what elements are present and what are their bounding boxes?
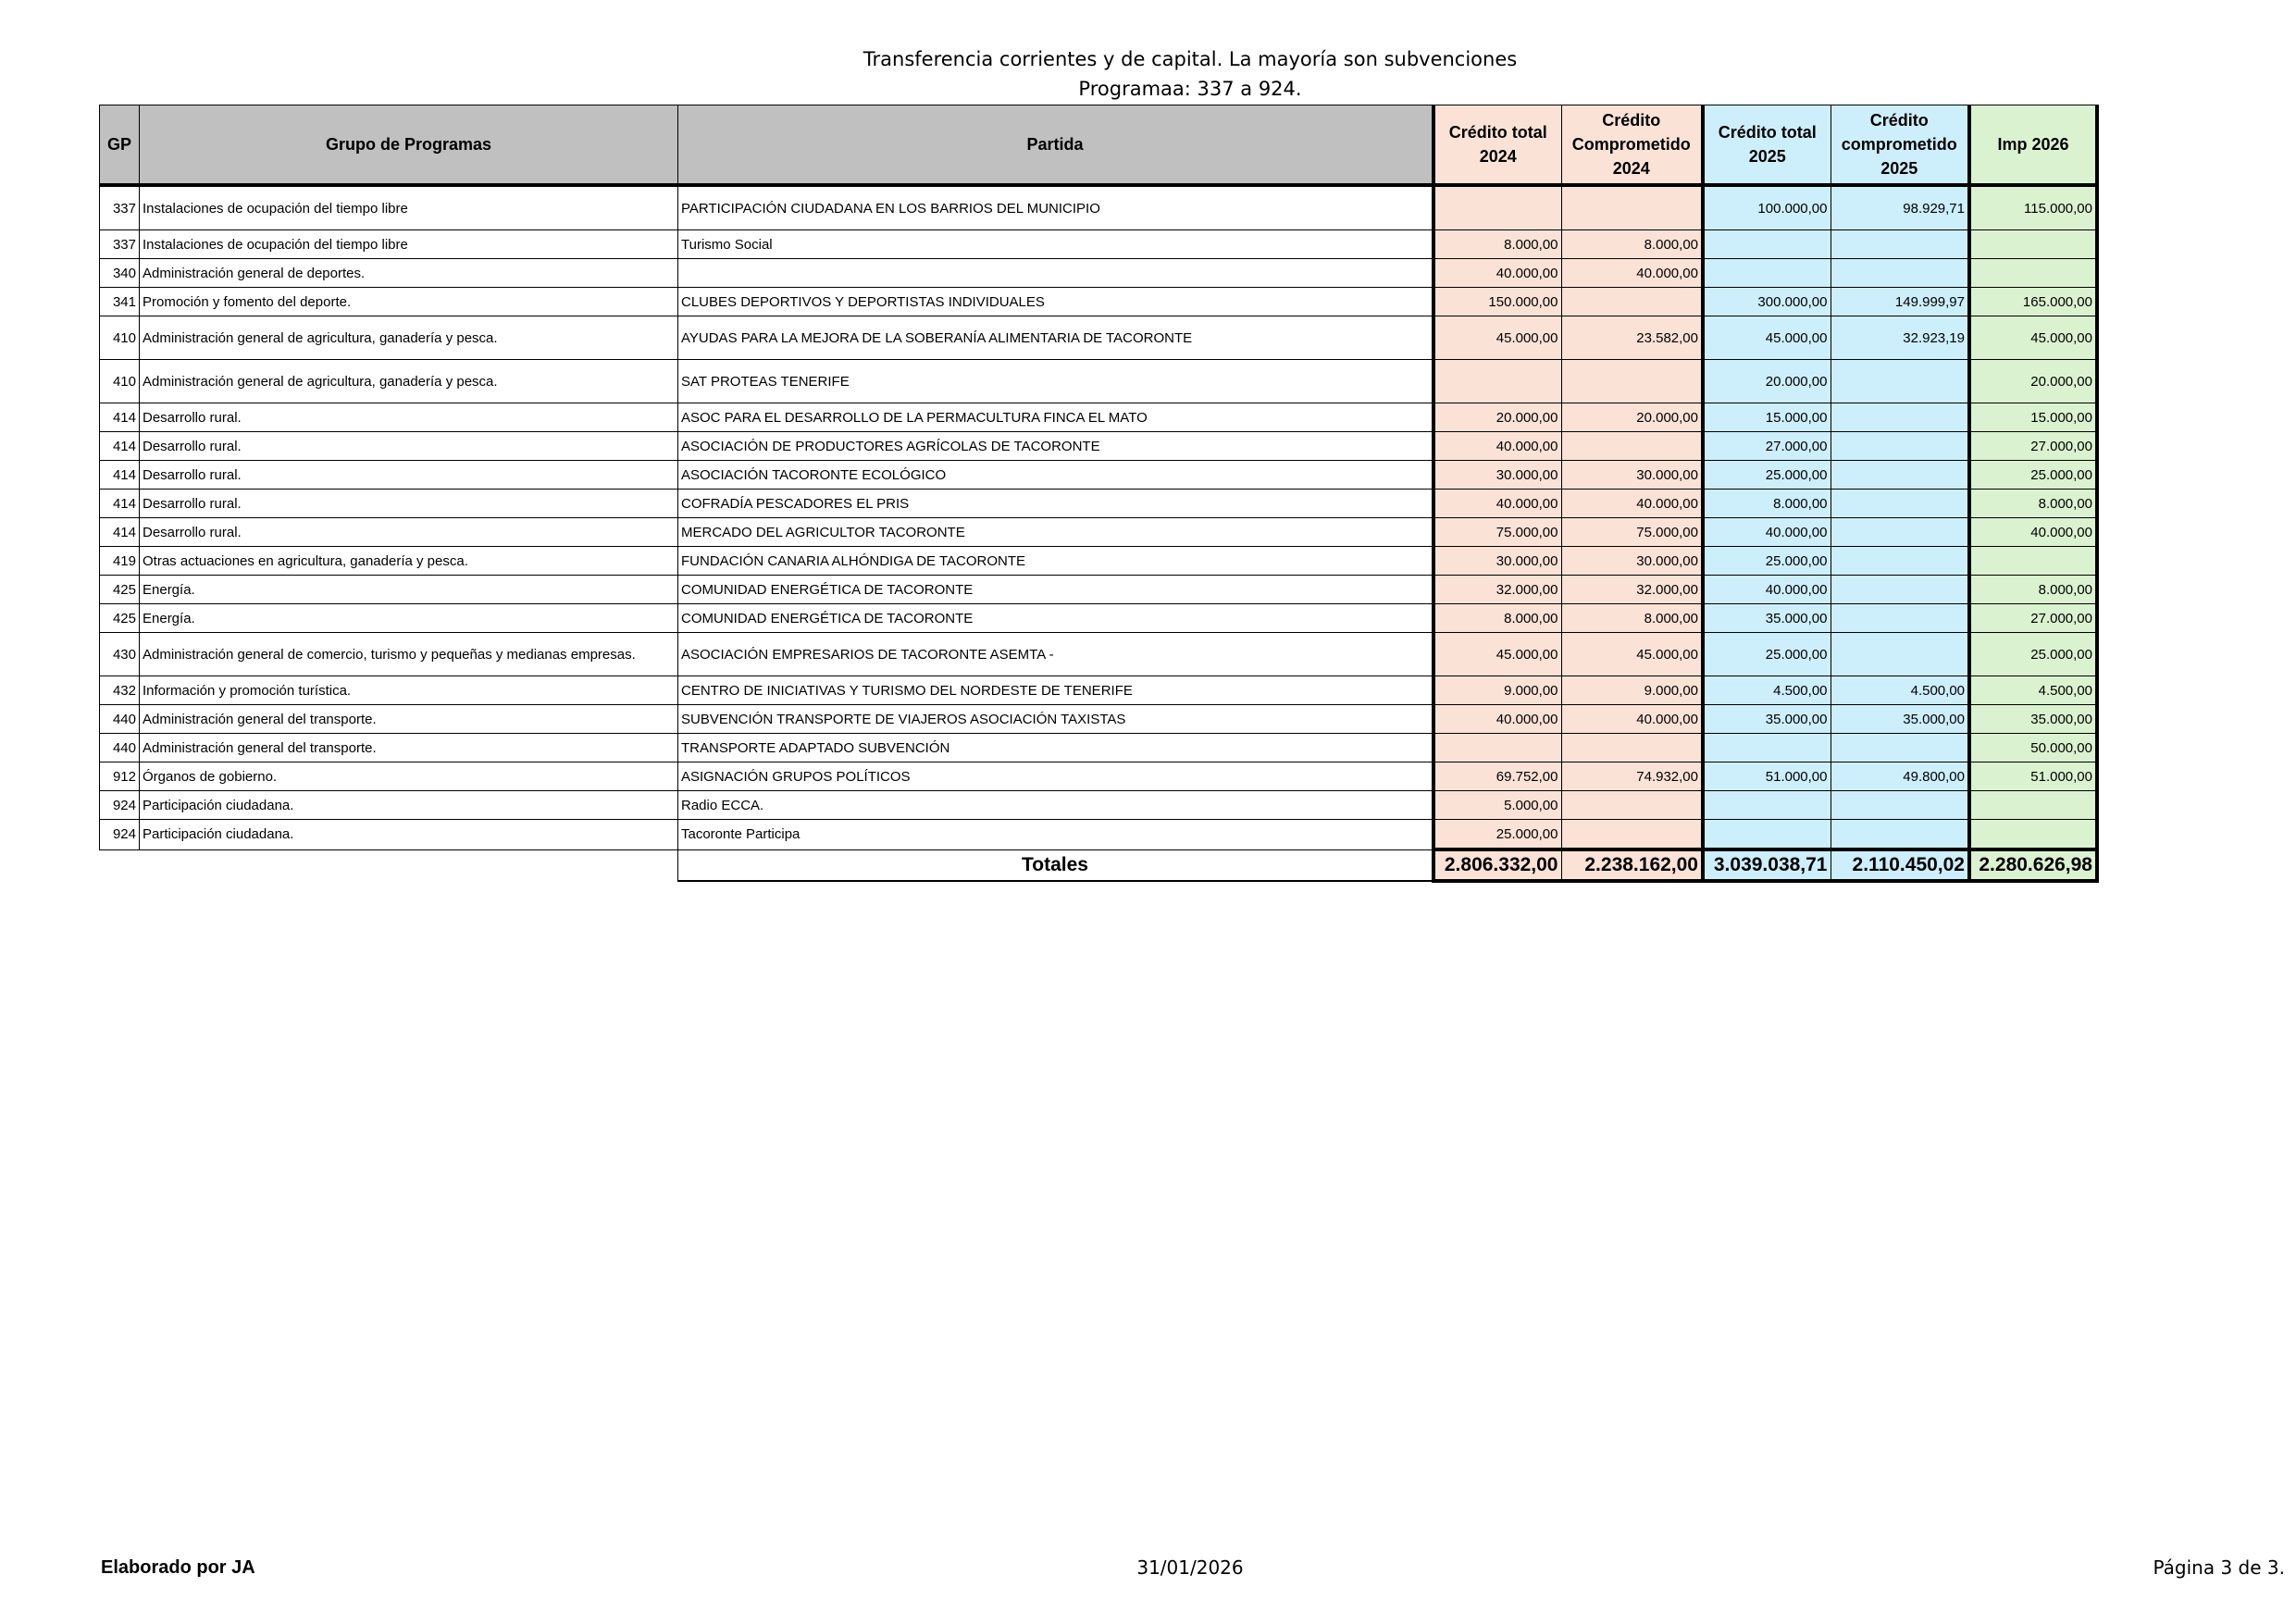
total-credito-total-2024: 2.806.332,00 <box>1433 849 1561 881</box>
cell-imp-2026 <box>1969 791 2097 820</box>
cell-credito-total-2024: 8.000,00 <box>1433 230 1561 259</box>
cell-credito-comprometido-2024: 40.000,00 <box>1561 259 1703 288</box>
cell-grupo-programas: Participación ciudadana. <box>140 820 678 850</box>
cell-credito-total-2024: 150.000,00 <box>1433 288 1561 316</box>
cell-credito-total-2024: 45.000,00 <box>1433 316 1561 360</box>
cell-gp: 337 <box>100 230 140 259</box>
cell-gp: 414 <box>100 432 140 461</box>
table-row <box>100 633 2098 676</box>
table-row <box>100 705 2098 734</box>
cell-gp: 340 <box>100 259 140 288</box>
header-gp: GP <box>100 105 140 186</box>
cell-grupo-programas: Administración general del transporte. <box>140 734 678 762</box>
cell-credito-total-2024: 9.000,00 <box>1433 676 1561 705</box>
cell-gp: 912 <box>100 762 140 791</box>
header-credito-comprometido-2024: Crédito Comprometido 2024 <box>1561 105 1703 186</box>
cell-gp: 414 <box>100 461 140 490</box>
cell-gp: 432 <box>100 676 140 705</box>
cell-imp-2026: 27.000,00 <box>1969 432 2097 461</box>
cell-partida: Radio ECCA. <box>678 791 1434 820</box>
cell-credito-comprometido-2025 <box>1831 791 1969 820</box>
cell-credito-comprometido-2025: 35.000,00 <box>1831 705 1969 734</box>
cell-gp: 414 <box>100 518 140 547</box>
cell-grupo-programas: Administración general de comercio, turismo y pequeñas y medianas empresas. <box>140 633 678 676</box>
table-row <box>100 518 2098 547</box>
cell-credito-comprometido-2024: 74.932,00 <box>1561 762 1703 791</box>
cell-credito-total-2024: 32.000,00 <box>1433 576 1561 604</box>
cell-credito-comprometido-2025 <box>1831 360 1969 403</box>
cell-credito-total-2024 <box>1433 185 1561 230</box>
table-row <box>100 259 2098 288</box>
cell-credito-total-2024: 25.000,00 <box>1433 820 1561 850</box>
cell-credito-comprometido-2025 <box>1831 547 1969 576</box>
cell-partida: SAT PROTEAS TENERIFE <box>678 360 1434 403</box>
footer-page-number: Página 3 de 3. <box>2153 1556 2285 1579</box>
document-title: Transferencia corrientes y de capital. La mayoría son subvenciones <box>863 48 1518 70</box>
table-row <box>100 547 2098 576</box>
cell-credito-total-2025: 25.000,00 <box>1703 547 1831 576</box>
cell-imp-2026: 45.000,00 <box>1969 316 2097 360</box>
cell-grupo-programas: Participación ciudadana. <box>140 791 678 820</box>
cell-credito-comprometido-2024: 45.000,00 <box>1561 633 1703 676</box>
cell-credito-comprometido-2025 <box>1831 604 1969 633</box>
cell-credito-comprometido-2024: 40.000,00 <box>1561 490 1703 518</box>
cell-credito-comprometido-2025 <box>1831 576 1969 604</box>
cell-imp-2026: 35.000,00 <box>1969 705 2097 734</box>
cell-credito-comprometido-2025: 49.800,00 <box>1831 762 1969 791</box>
cell-credito-total-2024: 40.000,00 <box>1433 490 1561 518</box>
cell-credito-comprometido-2025 <box>1831 820 1969 850</box>
document-subtitle: Programaa: 337 a 924. <box>1078 78 1302 100</box>
cell-credito-total-2024: 40.000,00 <box>1433 259 1561 288</box>
cell-partida: SUBVENCIÓN TRANSPORTE DE VIAJEROS ASOCIACIÓN TAXISTAS <box>678 705 1434 734</box>
cell-gp: 924 <box>100 820 140 850</box>
cell-imp-2026: 40.000,00 <box>1969 518 2097 547</box>
cell-partida: MERCADO DEL AGRICULTOR TACORONTE <box>678 518 1434 547</box>
cell-credito-total-2025: 25.000,00 <box>1703 633 1831 676</box>
cell-grupo-programas: Administración general del transporte. <box>140 705 678 734</box>
cell-imp-2026: 25.000,00 <box>1969 461 2097 490</box>
table-row <box>100 604 2098 633</box>
cell-credito-comprometido-2025 <box>1831 432 1969 461</box>
table-row <box>100 762 2098 791</box>
cell-credito-total-2024: 30.000,00 <box>1433 547 1561 576</box>
cell-gp: 410 <box>100 316 140 360</box>
total-credito-comprometido-2025: 2.110.450,02 <box>1831 849 1969 881</box>
total-credito-comprometido-2024: 2.238.162,00 <box>1561 849 1703 881</box>
table-row <box>100 360 2098 403</box>
cell-credito-comprometido-2025: 98.929,71 <box>1831 185 1969 230</box>
cell-credito-total-2025: 45.000,00 <box>1703 316 1831 360</box>
cell-credito-total-2025: 100.000,00 <box>1703 185 1831 230</box>
cell-partida: Turismo Social <box>678 230 1434 259</box>
cell-credito-total-2024: 45.000,00 <box>1433 633 1561 676</box>
cell-credito-total-2025 <box>1703 791 1831 820</box>
cell-credito-comprometido-2025 <box>1831 490 1969 518</box>
cell-imp-2026: 27.000,00 <box>1969 604 2097 633</box>
cell-partida: CLUBES DEPORTIVOS Y DEPORTISTAS INDIVIDUALES <box>678 288 1434 316</box>
cell-credito-comprometido-2024 <box>1561 185 1703 230</box>
cell-grupo-programas: Administración general de deportes. <box>140 259 678 288</box>
cell-partida: COMUNIDAD ENERGÉTICA DE TACORONTE <box>678 604 1434 633</box>
cell-gp: 410 <box>100 360 140 403</box>
cell-credito-comprometido-2025 <box>1831 461 1969 490</box>
totals-blank <box>100 849 140 881</box>
cell-partida: CENTRO DE INICIATIVAS Y TURISMO DEL NORDESTE DE TENERIFE <box>678 676 1434 705</box>
cell-credito-comprometido-2024: 32.000,00 <box>1561 576 1703 604</box>
cell-gp: 341 <box>100 288 140 316</box>
cell-gp: 425 <box>100 604 140 633</box>
budget-table <box>99 105 2099 883</box>
cell-grupo-programas: Energía. <box>140 604 678 633</box>
header-credito-total-2024: Crédito total 2024 <box>1433 105 1561 186</box>
total-imp-2026: 2.280.626,98 <box>1969 849 2097 881</box>
cell-credito-comprometido-2024: 30.000,00 <box>1561 461 1703 490</box>
table-row <box>100 432 2098 461</box>
cell-credito-total-2025 <box>1703 230 1831 259</box>
cell-partida <box>678 259 1434 288</box>
cell-imp-2026 <box>1969 230 2097 259</box>
table-row <box>100 461 2098 490</box>
cell-credito-comprometido-2024 <box>1561 734 1703 762</box>
cell-partida: COFRADÍA PESCADORES EL PRIS <box>678 490 1434 518</box>
cell-credito-comprometido-2025: 149.999,97 <box>1831 288 1969 316</box>
cell-credito-total-2024 <box>1433 360 1561 403</box>
header-grupo-programas: Grupo de Programas <box>140 105 678 186</box>
header-partida: Partida <box>678 105 1434 186</box>
cell-credito-total-2025: 40.000,00 <box>1703 518 1831 547</box>
cell-gp: 430 <box>100 633 140 676</box>
cell-grupo-programas: Desarrollo rural. <box>140 432 678 461</box>
cell-credito-total-2024: 8.000,00 <box>1433 604 1561 633</box>
cell-grupo-programas: Desarrollo rural. <box>140 403 678 432</box>
cell-credito-comprometido-2025 <box>1831 633 1969 676</box>
cell-grupo-programas: Administración general de agricultura, ganadería y pesca. <box>140 360 678 403</box>
cell-credito-total-2024: 40.000,00 <box>1433 432 1561 461</box>
cell-partida: AYUDAS PARA LA MEJORA DE LA SOBERANÍA ALIMENTARIA DE TACORONTE <box>678 316 1434 360</box>
cell-gp: 419 <box>100 547 140 576</box>
cell-partida: PARTICIPACIÓN CIUDADANA EN LOS BARRIOS DEL MUNICIPIO <box>678 185 1434 230</box>
cell-credito-total-2025: 20.000,00 <box>1703 360 1831 403</box>
cell-credito-comprometido-2025: 32.923,19 <box>1831 316 1969 360</box>
table-row <box>100 791 2098 820</box>
table-row <box>100 676 2098 705</box>
footer-date: 31/01/2026 <box>1136 1556 1244 1579</box>
cell-partida: TRANSPORTE ADAPTADO SUBVENCIÓN <box>678 734 1434 762</box>
cell-credito-total-2025 <box>1703 259 1831 288</box>
cell-grupo-programas: Información y promoción turística. <box>140 676 678 705</box>
cell-grupo-programas: Desarrollo rural. <box>140 518 678 547</box>
table-row <box>100 820 2098 850</box>
cell-gp: 440 <box>100 705 140 734</box>
cell-grupo-programas: Administración general de agricultura, ganadería y pesca. <box>140 316 678 360</box>
totals-blank <box>140 849 678 881</box>
cell-grupo-programas: Desarrollo rural. <box>140 461 678 490</box>
cell-grupo-programas: Energía. <box>140 576 678 604</box>
table-row <box>100 403 2098 432</box>
cell-credito-total-2025: 51.000,00 <box>1703 762 1831 791</box>
cell-imp-2026: 8.000,00 <box>1969 490 2097 518</box>
cell-imp-2026: 115.000,00 <box>1969 185 2097 230</box>
cell-imp-2026 <box>1969 820 2097 850</box>
cell-grupo-programas: Promoción y fomento del deporte. <box>140 288 678 316</box>
cell-credito-comprometido-2025 <box>1831 403 1969 432</box>
cell-credito-total-2024: 69.752,00 <box>1433 762 1561 791</box>
cell-credito-comprometido-2024 <box>1561 432 1703 461</box>
cell-gp: 414 <box>100 403 140 432</box>
cell-grupo-programas: Instalaciones de ocupación del tiempo libre <box>140 185 678 230</box>
header-credito-total-2025: Crédito total 2025 <box>1703 105 1831 186</box>
cell-credito-comprometido-2024 <box>1561 791 1703 820</box>
cell-imp-2026: 25.000,00 <box>1969 633 2097 676</box>
total-credito-total-2025: 3.039.038,71 <box>1703 849 1831 881</box>
cell-credito-total-2025: 15.000,00 <box>1703 403 1831 432</box>
cell-credito-comprometido-2024 <box>1561 360 1703 403</box>
cell-credito-comprometido-2024: 8.000,00 <box>1561 604 1703 633</box>
cell-grupo-programas: Desarrollo rural. <box>140 490 678 518</box>
cell-credito-comprometido-2025 <box>1831 230 1969 259</box>
cell-credito-total-2025: 35.000,00 <box>1703 705 1831 734</box>
cell-credito-total-2024: 20.000,00 <box>1433 403 1561 432</box>
cell-credito-total-2025: 35.000,00 <box>1703 604 1831 633</box>
cell-credito-comprometido-2025 <box>1831 259 1969 288</box>
header-imp-2026: Imp 2026 <box>1969 105 2097 186</box>
cell-imp-2026 <box>1969 547 2097 576</box>
cell-credito-comprometido-2024 <box>1561 820 1703 850</box>
cell-imp-2026: 4.500,00 <box>1969 676 2097 705</box>
totals-row <box>100 849 2098 881</box>
cell-credito-comprometido-2024: 8.000,00 <box>1561 230 1703 259</box>
cell-credito-comprometido-2024: 23.582,00 <box>1561 316 1703 360</box>
cell-gp: 924 <box>100 791 140 820</box>
cell-imp-2026: 15.000,00 <box>1969 403 2097 432</box>
cell-credito-comprometido-2024: 75.000,00 <box>1561 518 1703 547</box>
cell-partida: FUNDACIÓN CANARIA ALHÓNDIGA DE TACORONTE <box>678 547 1434 576</box>
cell-imp-2026: 51.000,00 <box>1969 762 2097 791</box>
cell-partida: Tacoronte Participa <box>678 820 1434 850</box>
cell-gp: 440 <box>100 734 140 762</box>
cell-credito-total-2024 <box>1433 734 1561 762</box>
cell-credito-total-2024: 40.000,00 <box>1433 705 1561 734</box>
cell-partida: ASIGNACIÓN GRUPOS POLÍTICOS <box>678 762 1434 791</box>
table-row <box>100 576 2098 604</box>
table-row <box>100 230 2098 259</box>
cell-credito-comprometido-2024: 9.000,00 <box>1561 676 1703 705</box>
cell-credito-total-2025: 8.000,00 <box>1703 490 1831 518</box>
cell-credito-total-2025 <box>1703 734 1831 762</box>
cell-partida: COMUNIDAD ENERGÉTICA DE TACORONTE <box>678 576 1434 604</box>
cell-credito-total-2025 <box>1703 820 1831 850</box>
header-credito-comprometido-2025: Crédito comprometido 2025 <box>1831 105 1969 186</box>
cell-imp-2026 <box>1969 259 2097 288</box>
cell-gp: 337 <box>100 185 140 230</box>
cell-credito-comprometido-2024 <box>1561 288 1703 316</box>
cell-credito-comprometido-2024: 20.000,00 <box>1561 403 1703 432</box>
cell-grupo-programas: Otras actuaciones en agricultura, ganadería y pesca. <box>140 547 678 576</box>
cell-partida: ASOCIACIÓN DE PRODUCTORES AGRÍCOLAS DE TACORONTE <box>678 432 1434 461</box>
cell-partida: ASOC PARA EL DESARROLLO DE LA PERMACULTURA FINCA EL MATO <box>678 403 1434 432</box>
cell-credito-comprometido-2024: 40.000,00 <box>1561 705 1703 734</box>
cell-credito-total-2024: 75.000,00 <box>1433 518 1561 547</box>
cell-credito-total-2025: 40.000,00 <box>1703 576 1831 604</box>
footer-author: Elaborado por JA <box>101 1557 255 1578</box>
table-row <box>100 734 2098 762</box>
cell-grupo-programas: Instalaciones de ocupación del tiempo libre <box>140 230 678 259</box>
cell-credito-comprometido-2025 <box>1831 518 1969 547</box>
table-row <box>100 490 2098 518</box>
cell-credito-total-2024: 5.000,00 <box>1433 791 1561 820</box>
cell-gp: 414 <box>100 490 140 518</box>
table-row <box>100 185 2098 230</box>
cell-credito-total-2025: 25.000,00 <box>1703 461 1831 490</box>
cell-credito-comprometido-2025: 4.500,00 <box>1831 676 1969 705</box>
table-header-row <box>100 105 2098 186</box>
cell-imp-2026: 8.000,00 <box>1969 576 2097 604</box>
cell-grupo-programas: Órganos de gobierno. <box>140 762 678 791</box>
cell-partida: ASOCIACIÓN EMPRESARIOS DE TACORONTE ASEMTA - <box>678 633 1434 676</box>
cell-imp-2026: 50.000,00 <box>1969 734 2097 762</box>
cell-credito-total-2025: 27.000,00 <box>1703 432 1831 461</box>
cell-credito-total-2025: 300.000,00 <box>1703 288 1831 316</box>
table-row <box>100 316 2098 360</box>
cell-imp-2026: 165.000,00 <box>1969 288 2097 316</box>
cell-credito-comprometido-2025 <box>1831 734 1969 762</box>
totals-label: Totales <box>678 849 1434 881</box>
cell-credito-total-2024: 30.000,00 <box>1433 461 1561 490</box>
cell-gp: 425 <box>100 576 140 604</box>
table-row <box>100 288 2098 316</box>
cell-partida: ASOCIACIÓN TACORONTE ECOLÓGICO <box>678 461 1434 490</box>
cell-credito-comprometido-2024: 30.000,00 <box>1561 547 1703 576</box>
cell-credito-total-2025: 4.500,00 <box>1703 676 1831 705</box>
cell-imp-2026: 20.000,00 <box>1969 360 2097 403</box>
